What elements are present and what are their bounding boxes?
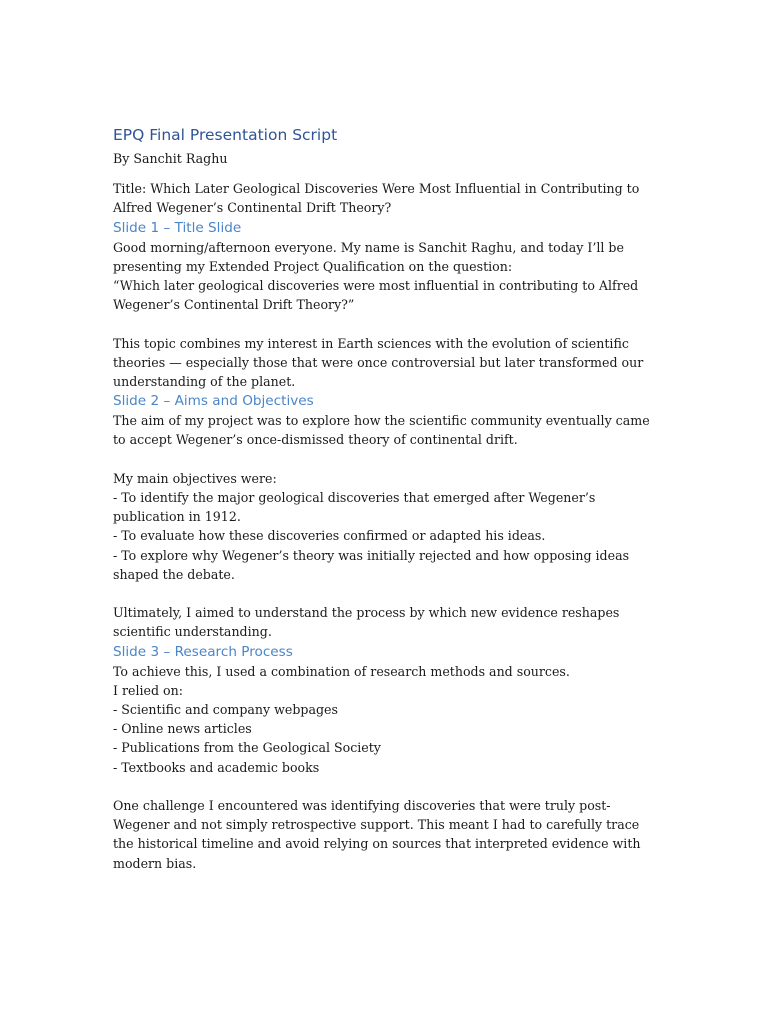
slide2-objectives [113,469,658,584]
slide1-intro-line2: “Which later geological discoveries were most influential in contributing to Alfred Wegener’s Continental Drift Theory?” [113,278,639,313]
slide1-heading: Slide 1 – Title Slide [113,219,242,236]
project-question-title: Title: Which Later Geological Discoveries Were Most Influential in Contributing to Alfred Wegener’s Continental Drift Theory? [113,181,640,216]
list-item: - To evaluate how these discoveries confirmed or adapted his ideas. [113,528,546,544]
slide3-sources [113,662,658,777]
list-item: - Publications from the Geological Society [113,740,381,756]
slide2-paragraph3: Ultimately, I aimed to understand the process by which new evidence reshapes scientific understanding. [113,605,620,640]
list-item: - Scientific and company webpages [113,702,338,718]
slide3-line1: To achieve this, I used a combination of research methods and sources. [113,663,570,679]
slide3-line2: I relied on: [113,682,183,698]
slide1-intro [113,238,658,315]
slide3-paragraph2: One challenge I encountered was identifying discoveries that were truly post-Wegener and not simply retrospective support. This meant I had to carefully trace the historical timeline and avoid relying on sources that interpreted evidence with modern bias. [113,798,641,871]
list-item: - To identify the major geological discoveries that emerged after Wegener’s publication in 1912. [113,490,596,525]
list-item: - To explore why Wegener’s theory was initially rejected and how opposing ideas shaped the debate. [113,547,630,582]
list-item: - Textbooks and academic books [113,759,320,775]
list-item: - Online news articles [113,721,252,737]
document-body [113,124,658,873]
slide1-paragraph2: This topic combines my interest in Earth sciences with the evolution of scientific theories — especially those that were once controversial but later transformed our understanding of the planet. [113,335,644,390]
objectives-intro: My main objectives were: [113,470,277,486]
document-title: EPQ Final Presentation Script [113,126,338,144]
slide2-paragraph1: The aim of my project was to explore how the scientific community eventually came to accept Wegener’s once-dismissed theory of continental drift. [113,413,650,448]
slide1-intro-line1: Good morning/afternoon everyone. My name is Sanchit Raghu, and today I’ll be presenting my Extended Project Qualification on the question: [113,239,624,274]
slide2-heading: Slide 2 – Aims and Objectives [113,393,314,410]
slide3-heading: Slide 3 – Research Process [113,643,293,660]
author-byline: By Sanchit Raghu [113,151,228,166]
